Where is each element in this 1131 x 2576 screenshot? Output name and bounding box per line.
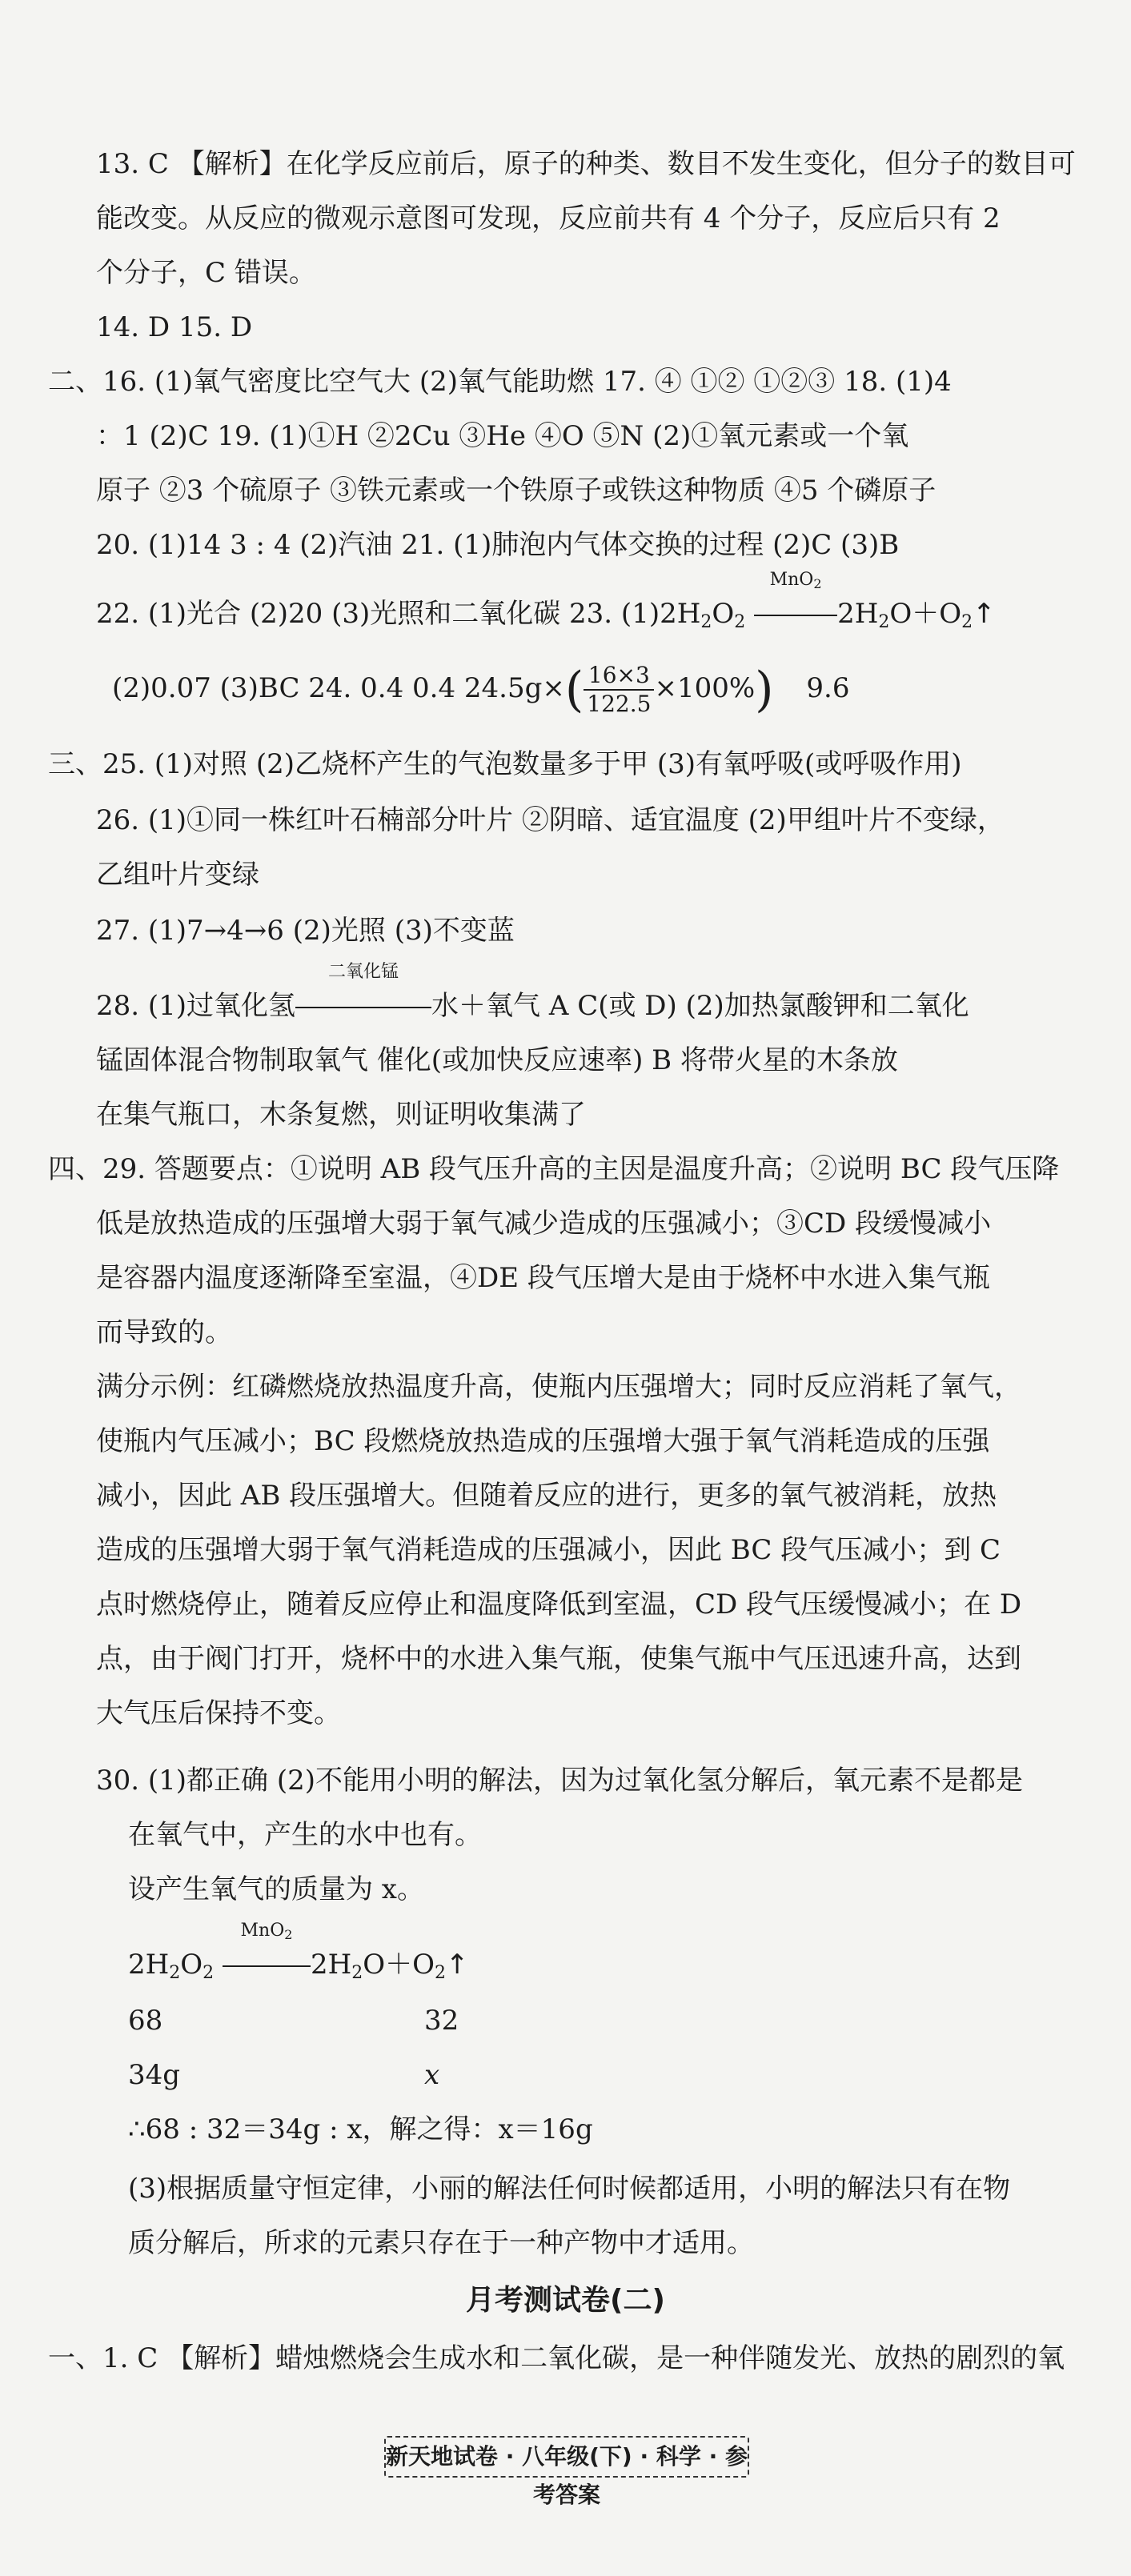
reaction-arrow-catalyst: 二氧化锰 [295,986,431,1026]
q29-line6: 使瓶内气压减小；BC 段燃烧放热造成的压强增大强于氧气消耗造成的压强 [96,1425,990,1457]
q30-mass-68: 68 [128,2005,163,2037]
q29-line5: 满分示例：红磷燃烧放热温度升高，使瓶内压强增大；同时反应消耗了氧气， [96,1371,1021,1403]
mass-fraction: $\frac{16\times 3}{122.5}$ [584,662,654,718]
q29-line8: 造成的压强增大弱于氧气消耗造成的压强减小，因此 BC 段气压减小；到 C [96,1534,1001,1566]
q13-line2: 能改变。从反应的微观示意图可发现，反应前共有 4 个分子，反应后只有 2 [96,202,1001,234]
q30-line4: (3)根据质量守恒定律，小丽的解法任何时候都适用，小明的解法只有在物 [128,2173,1011,2205]
q28-line3: 在集气瓶口，木条复燃，则证明收集满了 [96,1099,586,1131]
reaction-arrow-mno2: MnO2 [754,594,837,634]
q26-line1: 26. (1)①同一株红叶石楠部分叶片 ②阴暗、适宜温度 (2)甲组叶片不变绿， [96,804,1005,836]
q29-line3: 是容器内温度逐渐降至室温，④DE 段气压增大是由于烧杯中水进入集气瓶 [96,1262,990,1294]
q29-line9: 点时燃烧停止，随着反应停止和温度降低到室温，CD 段气压缓慢减小；在 D [96,1588,1022,1621]
q30-mass-32: 32 [424,2005,459,2037]
q29-line7: 减小，因此 AB 段压强增大。但随着反应的进行，更多的氧气被消耗，放热 [96,1480,997,1512]
q30-mass-34g: 34g [128,2059,181,2091]
q30-mass-x: x [424,2059,440,2091]
q13-line3: 个分子，C 错误。 [96,257,316,289]
q29-line1: 四、29. 答题要点：①说明 AB 段气压升高的主因是温度升高；②说明 BC 段气压降 [48,1153,1060,1185]
q22-line: 22. (1)光合 (2)20 (3)光照和二氧化碳 23. $(1)2H_2O_2$ MnO2 $2H_2O+O_2↑$ [96,570,996,632]
reaction-arrow-mno2-2: MnO2 [223,1945,311,1985]
q30-line3: 设产生氧气的质量为 x。 [128,1873,424,1905]
q20-line1: 20. (1)14 3 : 4 (2)汽油 21. (1)肺泡内气体交换的过程 (2)C (3)B [96,529,900,561]
q24-text: (2)0.07 (3)BC 24. 0.4 0.4 24.5g× [112,672,565,704]
footer-label: 新天地试卷 · 八年级(下) · 科学 · 参考答案 [384,2436,749,2478]
q29-line4: 而导致的。 [96,1316,232,1348]
q30-equation: $2H_2O_2$ MnO2 $2H_2O+O_2↑$ [128,1921,469,1983]
q28-line2: 锰固体混合物制取氧气 催化(或加快反应速率) B 将带火星的木条放 [96,1044,898,1076]
q24-line: (2)0.07 (3)BC 24. 0.4 0.4 24.5g×( $\frac{16\times 3}{122.5}$ ×100%) 9.6 [112,662,850,718]
q29-line2: 低是放热造成的压强增大弱于氧气减少造成的压强减小；③CD 段缓慢减小 [96,1208,992,1240]
q30-line1: 30. (1)都正确 (2)不能用小明的解法，因为过氧化氢分解后，氧元素不是都是 [96,1765,1024,1797]
q16-line1: 二、16. (1)氧气密度比空气大 (2)氧气能助燃 17. ④ ①② ①②③ 18. (1)4 [48,366,952,398]
q30-ratio: ∴68 : 32＝34g : x，解之得：x＝16g [128,2113,593,2145]
q26-line2: 乙组叶片变绿 [96,859,259,891]
section-title: 月考测试卷(二) [466,2284,665,2317]
next-q1: 一、1. C 【解析】蜡烛燃烧会生成水和二氧化碳，是一种伴随发光、放热的剧烈的氧 [48,2342,1065,2374]
q18-line2: ：1 (2)C 19. (1)①H ②2Cu ③He ④O ⑤N (2)①氧元素或一个氧 [96,420,909,452]
q30-line2: 在氧气中，产生的水中也有。 [128,1819,482,1851]
q27: 27. (1)7→4→6 (2)光照 (3)不变蓝 [96,915,515,947]
q29-line11: 大气压后保持不变。 [96,1697,341,1729]
q30-line5: 质分解后，所求的元素只存在于一种产物中才适用。 [128,2227,754,2259]
q29-line10: 点，由于阀门打开，烧杯中的水进入集气瓶，使集气瓶中气压迅速升高，达到 [96,1643,1021,1675]
q19-line3: 原子 ②3 个硫原子 ③铁元素或一个铁原子或铁这种物质 ④5 个磷原子 [96,475,936,507]
q13-line1: 13. C 【解析】在化学反应前后，原子的种类、数目不发生变化，但分子的数目可 [96,148,1076,180]
q28-line1: 28. (1)过氧化氢 二氧化锰 水＋氧气 A C(或 D) (2)加热氯酸钾和二氧化 [96,986,969,1026]
q25: 三、25. (1)对照 (2)乙烧杯产生的气泡数量多于甲 (3)有氧呼吸(或呼吸作用) [48,748,962,780]
q24-answer: 9.6 [806,672,850,704]
q14-15: 14. D 15. D [96,311,253,343]
q22-text: 22. (1)光合 (2)20 (3)光照和二氧化碳 23. (1)2H [96,598,701,630]
